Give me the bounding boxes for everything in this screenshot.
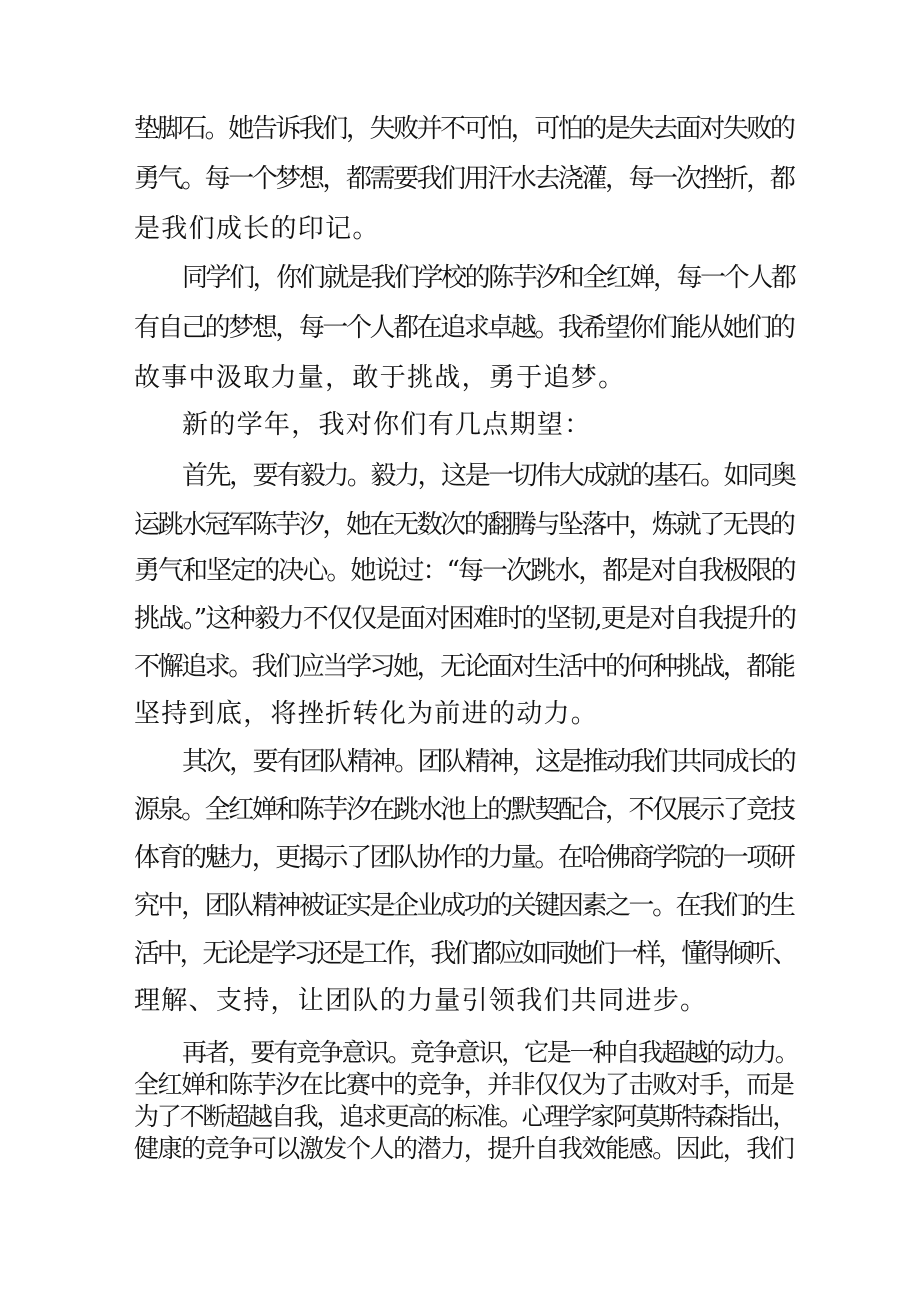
paragraph-line: 不懈追求。我们应当学习她，无论面对生活中的何种挑战，都能: [134, 652, 794, 682]
paragraph-line: 是我们成长的印记。: [134, 214, 380, 244]
paragraph-line: 再者，要有竞争意识。竞争意识，它是一种自我超越的动力。: [182, 1038, 798, 1067]
paragraph-line: 源泉。全红婵和陈芋汐在跳水池上的默契配合，不仅展示了竞技: [134, 795, 794, 825]
paragraph-line: 挑战。”这种毅力不仅仅是面对困难时的坚韧,更是对自我提升的: [134, 604, 796, 634]
paragraph-line: 同学们，你们就是我们学校的陈芋汐和全红婵，每一个人都: [182, 263, 795, 293]
paragraph-line: 坚持到底，将挫折转化为前进的动力。: [134, 699, 599, 729]
paragraph-line: 有自己的梦想，每一个人都在追求卓越。我希望你们能从她们的: [134, 313, 794, 343]
paragraph-line: 理解、支持，让团队的力量引领我们共同进步。: [134, 986, 708, 1016]
paragraph-line: 全红婵和陈芋汐在比赛中的竞争，并非仅仅为了击败对手，而是: [134, 1070, 794, 1099]
paragraph-line: 故事中汲取力量，敢于挑战，勇于追梦。: [134, 363, 626, 393]
paragraph-line: 为了不断超越自我，追求更高的标准。心理学家阿莫斯特森指出，: [134, 1102, 796, 1131]
paragraph-line: 活中，无论是学习还是工作，我们都应如同她们一样，懂得倾听、: [134, 939, 796, 969]
paragraph-line: 勇气和坚定的决心。她说过：“每一次跳水，都是对自我极限的: [134, 556, 795, 586]
paragraph-line: 究中，团队精神被证实是企业成功的关键因素之一。在我们的生: [134, 891, 794, 921]
paragraph-line: 首先，要有毅力。毅力，这是一切伟大成就的基石。如同奥: [182, 461, 795, 491]
paragraph-line: 新的学年，我对你们有几点期望：: [182, 410, 592, 440]
paragraph-line: 勇气。每一个梦想，都需要我们用汗水去浇灌，每一次挫折，都: [134, 164, 794, 194]
paragraph-line: 健康的竞争可以激发个人的潜力，提升自我效能感。因此，我们: [134, 1134, 794, 1163]
paragraph-line: 垫脚石。她告诉我们，失败并不可怕，可怕的是失去面对失败的: [134, 114, 794, 144]
paragraph-line: 运跳水冠军陈芋汐，她在无数次的翻腾与坠落中，炼就了无畏的: [134, 510, 794, 540]
paragraph-line: 其次，要有团队精神。团队精神，这是推动我们共同成长的: [182, 747, 795, 777]
paragraph-line: 体育的魅力，更揭示了团队协作的力量。在哈佛商学院的一项研: [134, 843, 794, 873]
